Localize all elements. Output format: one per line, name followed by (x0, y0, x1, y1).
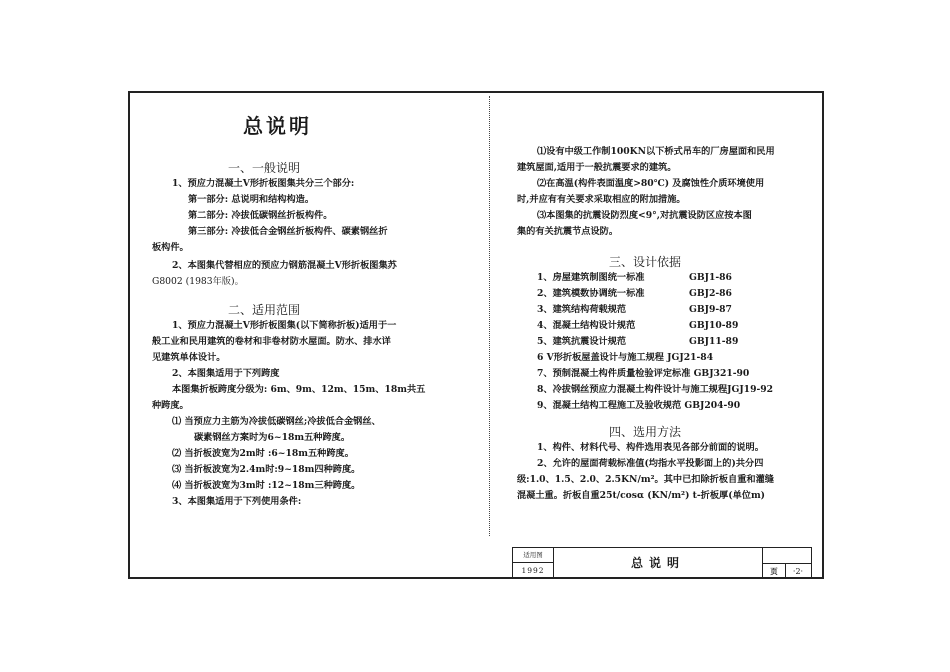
title-block (512, 547, 812, 579)
left-column (150, 160, 425, 510)
condition-3-cont: 集的有关抗震节点设防。 (517, 226, 619, 237)
basis-code: GBJ10-89 (689, 320, 739, 331)
basis-item-2 (517, 286, 775, 302)
title-block-title: 总说明 (554, 548, 763, 578)
s4-paragraph-2-end: 混凝土重。折板自重25t/cosα (KN/m²) t-折板厚(单位m) (517, 490, 766, 501)
s1-part-2: 第二部分: 冷拔低碳钢丝折板构件。 (188, 210, 333, 221)
basis-item-8: 8、冷拔钢丝预应力混凝土构件设计与施工规程JGJ19-92 (537, 384, 774, 395)
s2-paragraph-1-cont: 般工业和民用建筑的卷材和非卷材防水屋面。防水、排水详 (152, 336, 391, 347)
basis-name: 3、建筑结构荷载规范 (537, 304, 627, 315)
page-number: ·2· (785, 563, 811, 579)
s4-paragraph-2: 2、允许的屋面荷载标准值(均指水平投影面上的)共分四 (537, 458, 764, 469)
condition-2-cont: 时,并应有有关要求采取相应的附加措施。 (517, 194, 686, 205)
basis-item-3 (517, 302, 775, 318)
basis-code: GBJ9-87 (689, 304, 732, 315)
basis-item-6: 6 V形折板屋盖设计与施工规程 JGJ21-84 (537, 352, 714, 363)
right-column (517, 144, 775, 504)
page-title: 总说明 (243, 114, 312, 138)
column-divider (489, 96, 490, 536)
basis-name: 1、房屋建筑制图统一标准 (537, 272, 645, 283)
s2-spans: 本图集折板跨度分级为: 6m、9m、12m、15m、18m共五 (172, 384, 426, 395)
applicable-year: 1992 (521, 566, 545, 575)
s4-paragraph-2-cont: 级:1.0、1.5、2.0、2.5KN/m²。其中已扣除折板自重和灌缝 (517, 474, 774, 485)
condition-3: ⑶本图集的抗震设防烈度<9°,对抗震设防区应按本图 (537, 210, 752, 221)
basis-item-5 (517, 334, 775, 350)
basis-code: GBJ1-86 (689, 272, 732, 283)
s2-item-3: ⑶ 当折板波宽为2.4m时:9~18m四种跨度。 (172, 464, 361, 475)
s1-paragraph-2-cont: G8002 (1983年版)。 (152, 276, 244, 287)
condition-2: ⑵在高温(构件表面温度>80℃) 及腐蚀性介质环境使用 (537, 178, 765, 189)
condition-1-cont: 建筑屋面,适用于一般抗震要求的建筑。 (517, 162, 677, 173)
page-label: 页 (763, 563, 786, 579)
title-block-applicable (513, 548, 554, 578)
s1-part-3-cont: 板构件。 (152, 242, 189, 253)
basis-name: 2、建筑模数协调统一标准 (537, 288, 645, 299)
applicable-label: 适用图 (513, 548, 553, 563)
condition-1: ⑴设有中级工作制100KN以下桥式吊车的厂房屋面和民用 (537, 146, 775, 157)
s2-paragraph-2: 2、本图集适用于下列跨度 (172, 368, 280, 379)
basis-name: 5、建筑抗震设计规范 (537, 336, 627, 347)
s2-paragraph-3: 3、本图集适用于下列使用条件: (172, 496, 302, 507)
s2-item-1-cont: 碳素钢丝方案时为6~18m五种跨度。 (194, 432, 351, 443)
section-4-heading: 四、选用方法 (609, 425, 682, 439)
section-3-heading: 三、设计依据 (609, 255, 682, 269)
basis-item-9: 9、混凝土结构工程施工及验收规范 GBJ204-90 (537, 400, 741, 411)
basis-code: GBJ11-89 (689, 336, 739, 347)
basis-item-7: 7、预制混凝土构件质量检验评定标准 GBJ321-90 (537, 368, 750, 379)
s1-part-1: 第一部分: 总说明和结构构造。 (188, 194, 315, 205)
s2-item-2: ⑵ 当折板波宽为2m时 :6~18m五种跨度。 (172, 448, 354, 459)
basis-name: 4、混凝土结构设计规范 (537, 320, 636, 331)
s2-item-1: ⑴ 当预应力主筋为冷拔低碳钢丝;冷拔低合金钢丝、 (172, 416, 381, 427)
s2-spans-cont: 种跨度。 (152, 400, 189, 411)
s1-paragraph-2: 2、本图集代替相应的预应力钢筋混凝土V形折板图集苏 (172, 260, 397, 271)
section-2-heading: 二、适用范围 (228, 303, 301, 317)
s1-part-3: 第三部分: 冷拔低合金钢丝折板构件、碳素钢丝折 (188, 226, 388, 237)
s1-paragraph-1: 1、预应力混凝土V形折板图集共分三个部分: (172, 178, 355, 189)
basis-item-4 (517, 318, 775, 334)
section-1-heading: 一、一般说明 (228, 161, 301, 175)
basis-item-1 (517, 270, 775, 286)
s2-paragraph-1-end: 见建筑单体设计。 (152, 352, 226, 363)
s2-paragraph-1: 1、预应力混凝土V形折板图集(以下简称折板)适用于一 (172, 320, 397, 331)
s4-paragraph-1: 1、构件、材料代号、构件选用表见各部分前面的说明。 (537, 442, 764, 453)
basis-code: GBJ2-86 (689, 288, 732, 299)
s2-item-4: ⑷ 当折板波宽为3m时 :12~18m三种跨度。 (172, 480, 361, 491)
